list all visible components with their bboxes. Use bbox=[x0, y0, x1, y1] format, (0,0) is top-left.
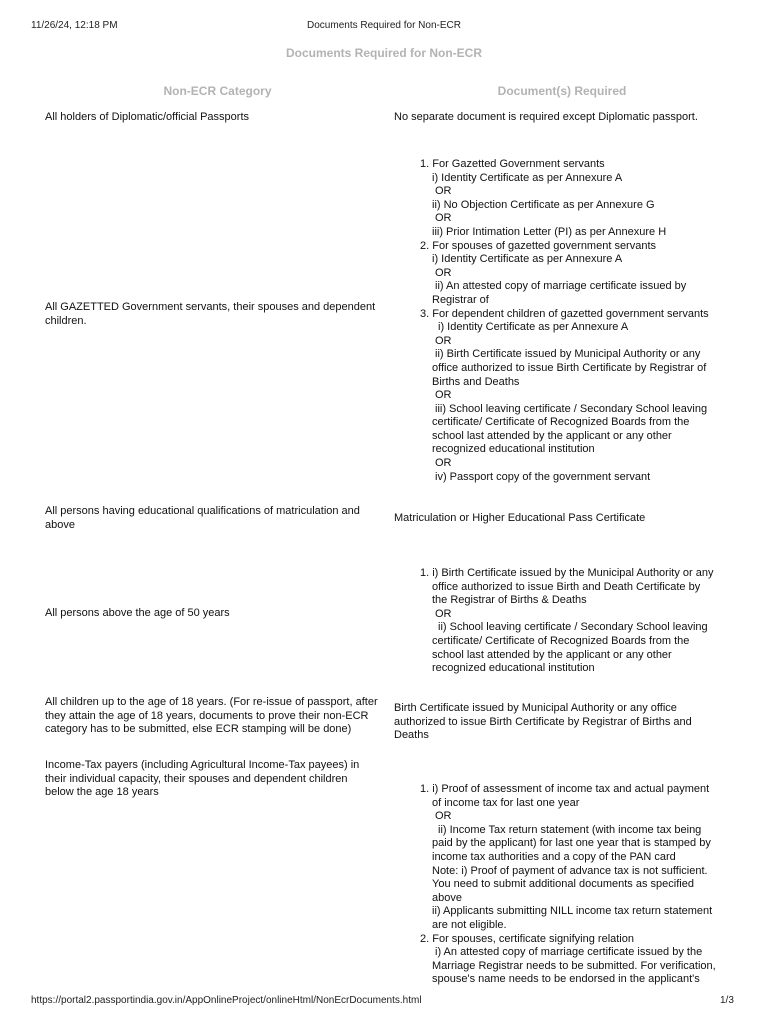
doc-line: 2. For spouses, certificate signifying relation bbox=[420, 932, 634, 945]
doc-line: certificate/ Certificate of Recognized Boards from the bbox=[432, 416, 690, 429]
row-5-documents: Birth Certificate issued by Municipal Authority or any office authorized to issue Birth Certificate by Registrar of Births and Deaths bbox=[394, 702, 692, 742]
doc-line: Marriage Registrar needs to be submitted. For verification, bbox=[432, 959, 716, 972]
doc-line: OR bbox=[435, 607, 452, 620]
doc-line: the Registrar of Births & Deaths bbox=[432, 594, 587, 607]
doc-line: i) An attested copy of marriage certificate issued by the bbox=[435, 946, 703, 959]
doc-line: office authorized to issue Birth Certificate by Registrar of bbox=[432, 361, 707, 374]
row-2-category: All GAZETTED Government servants, their spouses and dependent children. bbox=[45, 301, 376, 327]
doc-line: OR bbox=[435, 457, 452, 470]
doc-line: school last attended by the applicant or any other bbox=[432, 429, 672, 442]
doc-line: ii) School leaving certificate / Secondary School leaving bbox=[438, 621, 708, 634]
row-3-documents: Matriculation or Higher Educational Pass Certificate bbox=[394, 512, 646, 524]
column-header-documents: Document(s) Required bbox=[497, 84, 627, 98]
doc-line: recognized educational institution bbox=[432, 662, 595, 675]
doc-line: ii) An attested copy of marriage certificate issued by bbox=[435, 280, 687, 293]
doc-line: ii) No Objection Certificate as per Annexure G bbox=[432, 198, 655, 211]
row-5-category: All children up to the age of 18 years. (For re-issue of passport, after they attain the age of 18 years, documents to prove their non-ECR category has to be submitted, else ECR stamping will be done) bbox=[45, 696, 378, 736]
doc-line: i) Identity Certificate as per Annexure A bbox=[432, 171, 623, 184]
doc-line: OR bbox=[435, 266, 452, 279]
row-4-documents-list bbox=[420, 567, 713, 676]
doc-line: You need to submit additional documents as specified bbox=[432, 878, 694, 891]
doc-line: Registrar of bbox=[432, 293, 489, 306]
column-header-category: Non-ECR Category bbox=[163, 84, 272, 98]
row-1-category: All holders of Diplomatic/official Passports bbox=[45, 111, 249, 123]
doc-line: ii) Income Tax return statement (with income tax being bbox=[438, 823, 702, 836]
doc-line: income tax authorities and a copy of the PAN card bbox=[432, 850, 676, 863]
doc-line: OR bbox=[435, 185, 452, 198]
row-3-category: All persons having educational qualifications of matriculation and above bbox=[45, 505, 360, 531]
row-1-documents: No separate document is required except Diplomatic passport. bbox=[394, 111, 698, 123]
doc-line: 1. i) Birth Certificate issued by the Municipal Authority or any bbox=[420, 567, 714, 579]
doc-line: recognized educational institution bbox=[432, 443, 595, 456]
doc-line: paid by the applicant) for last one year that is stamped by bbox=[432, 837, 711, 850]
doc-line: of income tax for last one year bbox=[432, 796, 580, 809]
doc-line: spouse's name needs to be endorsed in the applicant's bbox=[432, 973, 700, 986]
doc-line: ii) Applicants submitting NILL income tax return statement bbox=[432, 905, 713, 918]
row-6-category: Income-Tax payers (including Agricultural Income-Tax payees) in their individual capacity, their spouses and dependent children below the age 18 years bbox=[45, 759, 360, 799]
print-page-number: 1/3 bbox=[720, 995, 734, 1006]
doc-line: iii) Prior Intimation Letter (PI) as per Annexure H bbox=[432, 225, 667, 238]
doc-line: 1. i) Proof of assessment of income tax and actual payment bbox=[420, 783, 710, 795]
print-doc-title: Documents Required for Non-ECR bbox=[307, 20, 461, 31]
row-6-documents-list bbox=[420, 783, 716, 987]
doc-line: Note: i) Proof of payment of advance tax is not sufficient. bbox=[432, 864, 708, 877]
doc-line: 2. For spouses of gazetted government servants bbox=[420, 239, 657, 252]
doc-line: OR bbox=[435, 212, 452, 225]
print-footer-url: https://portal2.passportindia.gov.in/AppOnlineProject/onlineHtml/NonEcrDocuments.html bbox=[31, 995, 422, 1006]
page-title: Documents Required for Non-ECR bbox=[285, 46, 482, 60]
doc-line: OR bbox=[435, 389, 452, 402]
doc-line: iv) Passport copy of the government servant bbox=[435, 470, 651, 483]
doc-line: school last attended by the applicant or any other bbox=[432, 648, 672, 661]
row-2-documents-list bbox=[420, 158, 709, 484]
doc-line: office authorized to issue Birth and Death Certificate by bbox=[432, 580, 701, 593]
doc-line: OR bbox=[435, 810, 452, 823]
doc-line: are not eligible. bbox=[432, 918, 507, 931]
print-datetime: 11/26/24, 12:18 PM bbox=[31, 20, 118, 31]
doc-line: above bbox=[432, 891, 462, 904]
doc-line: ii) Birth Certificate issued by Municipal Authority or any bbox=[435, 348, 701, 361]
doc-line: i) Identity Certificate as per Annexure A bbox=[438, 321, 629, 334]
doc-line: Births and Deaths bbox=[432, 375, 520, 388]
doc-line: certificate/ Certificate of Recognized Boards from the bbox=[432, 634, 690, 647]
doc-line: i) Identity Certificate as per Annexure A bbox=[432, 253, 623, 266]
doc-line: 1. For Gazetted Government servants bbox=[420, 158, 605, 170]
doc-line: iii) School leaving certificate / Secondary School leaving bbox=[435, 402, 708, 415]
doc-line: OR bbox=[435, 334, 452, 347]
row-4-category: All persons above the age of 50 years bbox=[45, 607, 230, 619]
doc-line: 3. For dependent children of gazetted government servants bbox=[420, 307, 709, 320]
